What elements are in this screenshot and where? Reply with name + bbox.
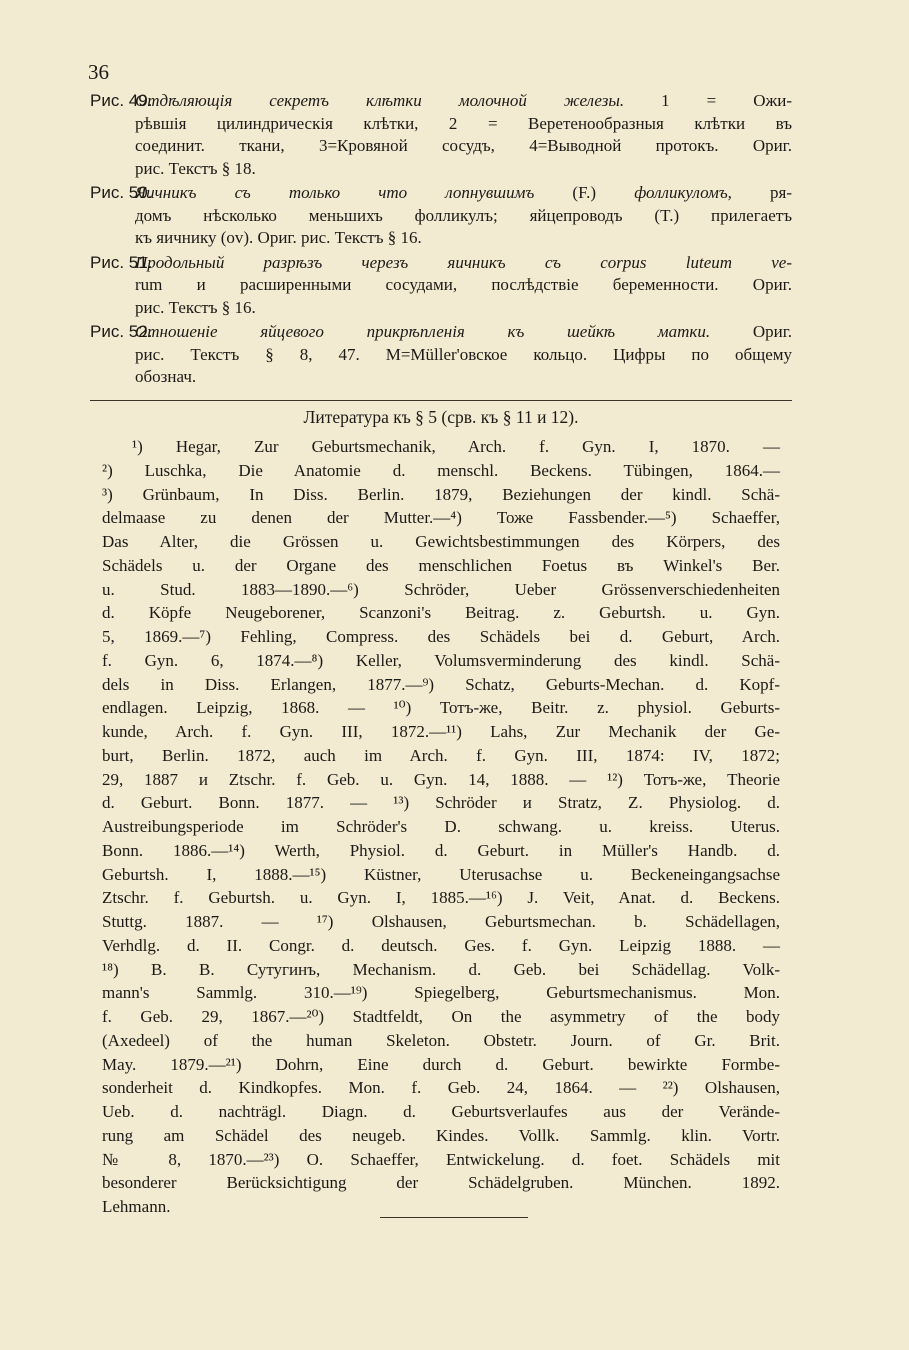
- literature-line: ¹) Hegar, Zur Geburtsmechanik, Arch. f. Gyn. I, 1870. —: [132, 437, 780, 456]
- caption-line: rum и расширенными сосудами, послѣдствіе беременности. Ориг.: [135, 275, 792, 294]
- literature-line: besonderer Berücksichtigung der Schädelgruben. München. 1892.: [102, 1173, 780, 1193]
- figure-caption: [90, 182, 792, 250]
- literature-line: Schädels u. der Organe des menschlichen Foetus въ Winkel's Ber.: [102, 555, 780, 575]
- literature-line: 29, 1887 и Ztschr. f. Geb. u. Gyn. 14, 1888. — ¹²) Тотъ-же, Theorie: [102, 769, 780, 789]
- figure-caption: [90, 252, 792, 320]
- literature-line: ³) Grünbaum, In Diss. Berlin. 1879, Beziehungen der kindl. Schä-: [102, 484, 780, 504]
- literature-heading: Литература къ § 5 (срв. къ § 11 и 12).: [303, 407, 579, 427]
- literature-line: d. Geburt. Bonn. 1877. — ¹³) Schröder и Stratz, Z. Physiolog. d.: [102, 793, 780, 813]
- literature-line: Das Alter, die Grössen u. Gewichtsbestimmungen des Körpers, des: [102, 532, 780, 551]
- literature-line: Verhdlg. d. II. Congr. d. deutsch. Ges. f. Gyn. Leipzig 1888. —: [102, 935, 780, 955]
- caption-line: къ яичнику (ov). Ориг. рис. Текстъ § 16.: [135, 228, 422, 247]
- literature-line: ¹⁸) В. В. Сутугинъ, Mechanism. d. Geb. bei Schädellag. Volk-: [102, 959, 780, 979]
- literature-line: Lehmann.: [102, 1197, 171, 1216]
- caption-label: Рис. 49.: [90, 91, 153, 110]
- literature-line: (Axedeel) of the human Skeleton. Obstetr. Journ. of Gr. Brit.: [102, 1030, 780, 1050]
- caption-line: Отношеніе яйцевого прикрѣпленія къ шейкѣ матки. Ориг.: [135, 322, 792, 341]
- literature-line: rung am Schädel des neugeb. Kindes. Vollk. Sammlg. klin. Vortr.: [102, 1125, 780, 1145]
- literature-line: № 8, 1870.—²³) O. Schaeffer, Entwickelung. d. foet. Schädels mit: [102, 1149, 780, 1169]
- literature-line: Ueb. d. nachträgl. Diagn. d. Geburtsverlaufes aus der Verände-: [102, 1102, 780, 1121]
- page-number: 36: [88, 60, 109, 84]
- caption-line: рис. Текстъ § 16.: [135, 297, 256, 317]
- literature-line: Geburtsh. I, 1888.—¹⁵) Küstner, Uterusachse u. Beckeneingangsachse: [102, 864, 780, 884]
- literature-line: Ztschr. f. Geburtsh. u. Gyn. I, 1885.—¹⁶) J. Veit, Anat. d. Beckens.: [102, 888, 780, 908]
- caption-line: рис. Текстъ § 18.: [135, 158, 256, 178]
- literature-line: May. 1879.—²¹) Dohrn, Eine durch d. Geburt. bewirkte Formbe-: [102, 1054, 780, 1074]
- section-divider: [90, 400, 792, 401]
- literature-line: endlagen. Leipzig, 1868. — ¹⁰) Тотъ-же, Beitr. z. physiol. Geburts-: [102, 698, 780, 718]
- literature-line: Stuttg. 1887. — ¹⁷) Olshausen, Geburtsmechan. b. Schädellagen,: [102, 912, 780, 931]
- literature-line: delmaase zu denen der Mutter.—⁴) Тоже Fassbender.—⁵) Schaeffer,: [102, 508, 780, 528]
- caption-line: соединит. ткани, 3=Кровяной сосудъ, 4=Выводной протокъ. Ориг.: [135, 136, 792, 155]
- literature-line: f. Geb. 29, 1867.—²⁰) Stadtfeldt, On the asymmetry of the body: [102, 1007, 780, 1026]
- figure-captions: [90, 90, 792, 391]
- caption-line: Яичникъ съ только что лопнувшимъ (F.) фолликуломъ, ря-: [135, 183, 792, 202]
- figure-caption: [90, 321, 792, 389]
- literature-line: d. Köpfe Neugeborener, Scanzoni's Beitrag. z. Geburtsh. u. Gyn.: [102, 603, 780, 623]
- literature-line: u. Stud. 1883—1890.—⁶) Schröder, Ueber Grössenverschiedenheiten: [102, 579, 780, 599]
- figure-caption: [90, 90, 792, 180]
- end-divider: [380, 1217, 528, 1218]
- caption-line: обознач.: [135, 367, 197, 386]
- literature-line: Austreibungsperiode im Schröder's D. schwang. u. kreiss. Uterus.: [102, 817, 780, 836]
- caption-line: Продольный разрѣзъ черезъ яичникъ съ corpus luteum ve-: [135, 252, 792, 272]
- literature-line: Bonn. 1886.—¹⁴) Werth, Physiol. d. Geburt. in Müller's Handb. d.: [102, 840, 780, 860]
- caption-line: рис. Текстъ § 8, 47. M=Müller'овское кольцо. Цифры по общему: [135, 344, 792, 364]
- literature-line: burt, Berlin. 1872, auch im Arch. f. Gyn. III, 1874: IV, 1872;: [102, 745, 780, 765]
- literature-line: sonderheit d. Kindkopfes. Mon. f. Geb. 24, 1864. — ²²) Olshausen,: [102, 1078, 780, 1098]
- caption-label: Рис. 51.: [90, 252, 153, 272]
- literature-list: [102, 435, 780, 1219]
- literature-line: 5, 1869.—⁷) Fehling, Compress. des Schädels bei d. Geburt, Arch.: [102, 627, 780, 646]
- literature-section: [102, 405, 780, 1219]
- literature-line: f. Gyn. 6, 1874.—⁸) Keller, Volumsverminderung des kindl. Schä-: [102, 650, 780, 670]
- caption-label: Рис. 50.: [90, 183, 153, 202]
- caption-line: домъ нѣсколько меньшихъ фолликулъ; яйцепроводъ (T.) прилегаетъ: [135, 205, 792, 225]
- caption-line: Отдѣляющія секретъ клѣтки молочной железы. 1 = Ожи-: [135, 91, 792, 110]
- literature-line: mann's Sammlg. 310.—¹⁹) Spiegelberg, Geburtsmechanismus. Mon.: [102, 983, 780, 1003]
- literature-line: dels in Diss. Erlangen, 1877.—⁹) Schatz, Geburts-Mechan. d. Kopf-: [102, 674, 780, 694]
- caption-line: рѣвшія цилиндрическія клѣтки, 2 = Веретенообразныя клѣтки въ: [135, 113, 792, 133]
- literature-line: kunde, Arch. f. Gyn. III, 1872.—¹¹) Lahs, Zur Mechanik der Ge-: [102, 722, 780, 741]
- caption-label: Рис. 52.: [90, 322, 153, 341]
- literature-line: ²) Luschka, Die Anatomie d. menschl. Beckens. Tübingen, 1864.—: [102, 460, 780, 480]
